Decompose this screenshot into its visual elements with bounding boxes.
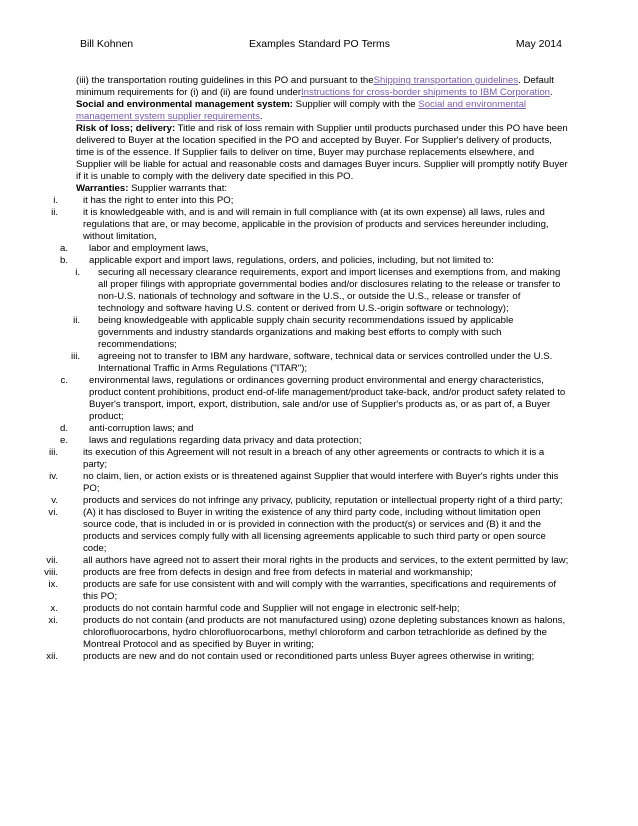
list-item-text: labor and employment laws, (89, 243, 209, 254)
list-item-text: products do not contain harmful code and Supplier will not engage in electronic self-help; (83, 603, 460, 614)
list-item (0, 315, 638, 351)
list-item-text: agreeing not to transfer to IBM any hardware, software, technical data or services controlled under the U.S. International Traffic in Arms Regulations ("ITAR"); (98, 351, 553, 374)
risk-label: Risk of loss; delivery: (76, 123, 176, 134)
list-marker: vi. (48, 507, 58, 518)
cross-border-instructions-link[interactable]: Instructions for cross-border shipments to IBM Corporation (301, 87, 551, 98)
list-item-text: laws and regulations regarding data privacy and data protection; (89, 435, 362, 446)
list-item-text: being knowledgeable with applicable supply chain security recommendations issued by applicable governments and industry standards organizations and making best efforts to comply with such recommendations; (98, 315, 514, 350)
list-item-text: securing all necessary clearance requirements, export and import licenses and exemptions from, and making all proper filings with appropriate governmental bodies and/or disclosures relating to the release or transfer to non-U.S. nationals of technology and software in the U.S., or outside the U.S., release or transfer of technology and software having U.S. content or derived from U.S.-origin software or technology); (98, 267, 561, 314)
social-paragraph: Social and environmental management system: Supplier will comply with the Social and environmental management system supplier requirements. (76, 99, 527, 122)
list-item (0, 195, 638, 207)
list-item-text: products and services do not infringe any privacy, publicity, reputation or intellectual property right of a third party; (83, 495, 563, 506)
list-marker: ix. (48, 579, 58, 590)
list-item-text: environmental laws, regulations or ordinances governing product environmental and energy characteristics, product content prohibitions, product end-of-life management/product take-back, and/or product safety related to Buyer's transport, import, export, distribution, sale and/or use of Supplier's products as, or as part of, a Buyer product; (89, 375, 566, 422)
list-item-text: products are free from defects in design and free from defects in material and workmanship; (83, 567, 473, 578)
list-item (0, 375, 638, 423)
list-marker: i. (75, 267, 80, 278)
list-item-text: products are safe for use consistent with and will comply with the warranties, specifications and requirements of this PO; (83, 579, 556, 602)
list-item (0, 267, 638, 315)
list-marker: xi. (48, 615, 58, 626)
list-marker: viii. (44, 567, 58, 578)
document-body (0, 75, 638, 663)
list-item (0, 579, 638, 603)
list-item (0, 351, 638, 375)
list-item-text: it has the right to enter into this PO; (83, 195, 234, 206)
list-item-text: no claim, lien, or action exists or is threatened against Supplier that would interfere with Buyer's rights under this PO; (83, 471, 559, 494)
list-item-text: its execution of this Agreement will not result in a breach of any other agreements or contracts to which it is a party; (83, 447, 545, 470)
list-item (0, 207, 638, 243)
list-marker: x. (50, 603, 58, 614)
list-item (0, 567, 638, 579)
list-marker: b. (59, 255, 68, 266)
risk-paragraph: Risk of loss; delivery: Title and risk of loss remain with Supplier until products purchased under this PO have been delivered to Buyer at the location specified in the PO and accepted by Buyer. For Supplier's delivery of products, time is of the essence. If Supplier fails to deliver on time, Buyer may purchase replacements elsewhere, and Supplier will be liable for actual and reasonable costs and damages Buyer incurs. Supplier will promptly notify Buyer if it is unable to comply with the delivery date specified in this PO. (76, 123, 568, 182)
list-item-text: applicable export and import laws, regulations, orders, and policies, including, but not limited to: (89, 255, 494, 266)
list-marker: e. (59, 435, 68, 446)
list-item (0, 507, 638, 555)
social-label: Social and environmental management system: (76, 99, 293, 110)
list-item (0, 615, 638, 651)
list-item (0, 471, 638, 495)
warranties-paragraph: Warranties: Supplier warrants that: (76, 183, 228, 194)
list-marker: ii. (51, 207, 58, 218)
list-item (0, 435, 638, 447)
list-item-text: products do not contain (and products are not manufactured using) ozone depleting substances known as halons, chlorofluorocarbons, hydro chlorofluorocarbons, methyl chloroform and carbon tetrachloride as defined by the Montreal Protocol and as specified by Buyer in writing; (83, 615, 566, 650)
header-author: Bill Kohnen (80, 38, 134, 50)
list-marker: d. (59, 423, 68, 434)
list-marker: vii. (46, 555, 58, 566)
list-marker: v. (51, 495, 58, 506)
list-marker: i. (53, 195, 58, 206)
page-header (80, 38, 562, 54)
header-date: May 2014 (515, 38, 562, 50)
list-item (0, 423, 638, 435)
list-item (0, 243, 638, 255)
social-requirements-link[interactable]: Social and environmental management system supplier requirements (76, 99, 527, 122)
list-item (0, 447, 638, 471)
list-item-text: anti-corruption laws; and (89, 423, 194, 434)
list-item (0, 255, 638, 267)
list-marker: a. (59, 243, 68, 254)
list-item-text: products are new and do not contain used or reconditioned parts unless Buyer agrees otherwise in writing; (83, 651, 535, 662)
list-item-text: all authors have agreed not to assert their moral rights in the products and services, to the extent permitted by law; (83, 555, 569, 566)
transport-paragraph: (iii) the transportation routing guidelines in this PO and pursuant to theShipping transportation guidelines. Default minimum requirements for (i) and (ii) are found underInstructions for cross-border shipments to IBM Corporation. (76, 75, 554, 98)
list-item-text: (A) it has disclosed to Buyer in writing the existence of any third party code, including without limitation open source code, that is included in or is provided in connection with the product(s) or services and (B) it and the products and services comply fully with all licensing agreements applicable to such third party or open source code; (83, 507, 546, 554)
list-marker: iii. (70, 351, 80, 362)
warranties-label: Warranties: (76, 183, 129, 194)
list-marker: ii. (73, 315, 80, 326)
list-marker: c. (60, 375, 68, 386)
list-marker: xii. (46, 651, 58, 662)
list-item (0, 603, 638, 615)
list-item (0, 495, 638, 507)
list-item-text: it is knowledgeable with, and is and will remain in full compliance with (at its own expense) all laws, rules and regulations that are, or may become, applicable in the provision of products and services hereunder including, without limitation, (83, 207, 549, 242)
list-item (0, 555, 638, 567)
list-marker: iv. (49, 471, 58, 482)
header-title: Examples Standard PO Terms (249, 38, 391, 50)
list-item (0, 651, 638, 663)
shipping-guidelines-link[interactable]: Shipping transportation guidelines (373, 75, 519, 86)
list-marker: iii. (48, 447, 58, 458)
